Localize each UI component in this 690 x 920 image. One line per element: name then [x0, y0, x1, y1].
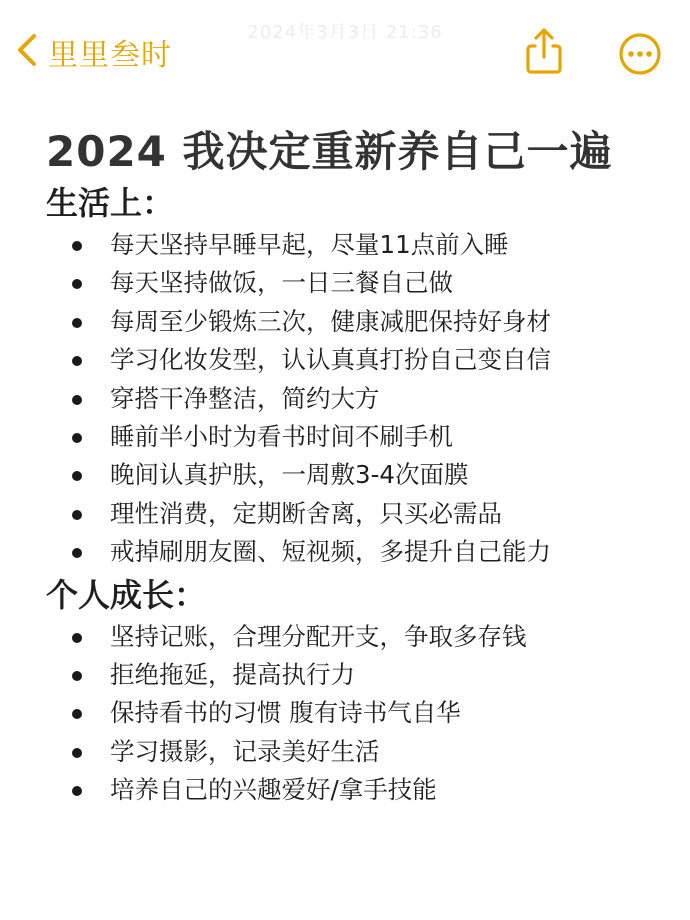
list-item-text: 学习化妆发型，认认真真打扮自己变自信	[110, 345, 551, 375]
bullet-icon	[72, 318, 82, 328]
bullet-icon	[72, 356, 82, 366]
bullet-icon	[72, 279, 82, 289]
bullet-icon	[72, 633, 82, 643]
back-label: 里里叁时	[48, 38, 172, 73]
bullet-icon	[72, 709, 82, 719]
bullet-icon	[72, 241, 82, 251]
share-icon	[522, 61, 566, 80]
list-item	[46, 694, 666, 732]
back-button[interactable]	[14, 30, 172, 74]
list-item-text: 学习摄影，记录美好生活	[110, 736, 380, 766]
bullet-icon	[72, 786, 82, 796]
bullet-icon	[72, 471, 82, 481]
share-button[interactable]	[522, 26, 566, 76]
list-item	[46, 341, 666, 379]
more-icon	[618, 61, 662, 80]
section-heading-life: 生活上：	[46, 184, 175, 222]
list-item-text: 拒绝拖延，提高执行力	[110, 659, 355, 689]
list-item	[46, 456, 666, 494]
list-item-text: 坚持记账，合理分配开支，争取多存钱	[110, 621, 527, 651]
note-timestamp: 2024年3月3日 21:36	[247, 22, 443, 43]
list-item	[46, 264, 666, 302]
note-body[interactable]	[46, 124, 666, 809]
list-item	[46, 771, 666, 809]
list-item-text: 每天坚持早睡早起，尽量11点前入睡	[110, 230, 509, 259]
list-item	[46, 533, 666, 571]
list-item	[46, 303, 666, 341]
list-item-text: 保持看书的习惯 腹有诗书气自华	[110, 698, 461, 728]
bullet-icon	[72, 433, 82, 443]
bullet-list-life	[46, 226, 666, 572]
list-item	[46, 380, 666, 418]
chevron-left-icon	[14, 32, 40, 72]
bullet-icon	[72, 510, 82, 520]
list-item-text: 睡前半小时为看书时间不刷手机	[110, 421, 453, 451]
bullet-icon	[72, 671, 82, 681]
section-heading-growth: 个人成长：	[46, 575, 207, 614]
bullet-list-growth	[46, 618, 666, 810]
bullet-icon	[72, 548, 82, 558]
list-item	[46, 495, 666, 533]
list-item-text: 每周至少锻炼三次，健康减肥保持好身材	[110, 306, 551, 336]
list-item-text: 每天坚持做饭，一日三餐自己做	[110, 268, 453, 298]
list-item	[46, 656, 666, 694]
navigation-bar	[0, 0, 690, 105]
list-item	[46, 733, 666, 771]
bullet-icon	[72, 395, 82, 405]
note-title: 2024 我决定重新养自己一遍	[46, 127, 613, 176]
list-item-text: 戒掉刷朋友圈、短视频，多提升自己能力	[110, 537, 551, 567]
list-item	[46, 418, 666, 456]
list-item-text: 穿搭干净整洁，简约大方	[110, 383, 380, 413]
list-item-text: 晚间认真护肤，一周敷3-4次面膜	[110, 460, 469, 490]
bullet-icon	[72, 748, 82, 758]
list-item	[46, 618, 666, 656]
list-item-text: 培养自己的兴趣爱好/拿手技能	[110, 775, 437, 805]
more-options-button[interactable]	[618, 32, 662, 76]
list-item-text: 理性消费，定期断舍离，只买必需品	[110, 498, 502, 528]
list-item	[46, 226, 666, 264]
